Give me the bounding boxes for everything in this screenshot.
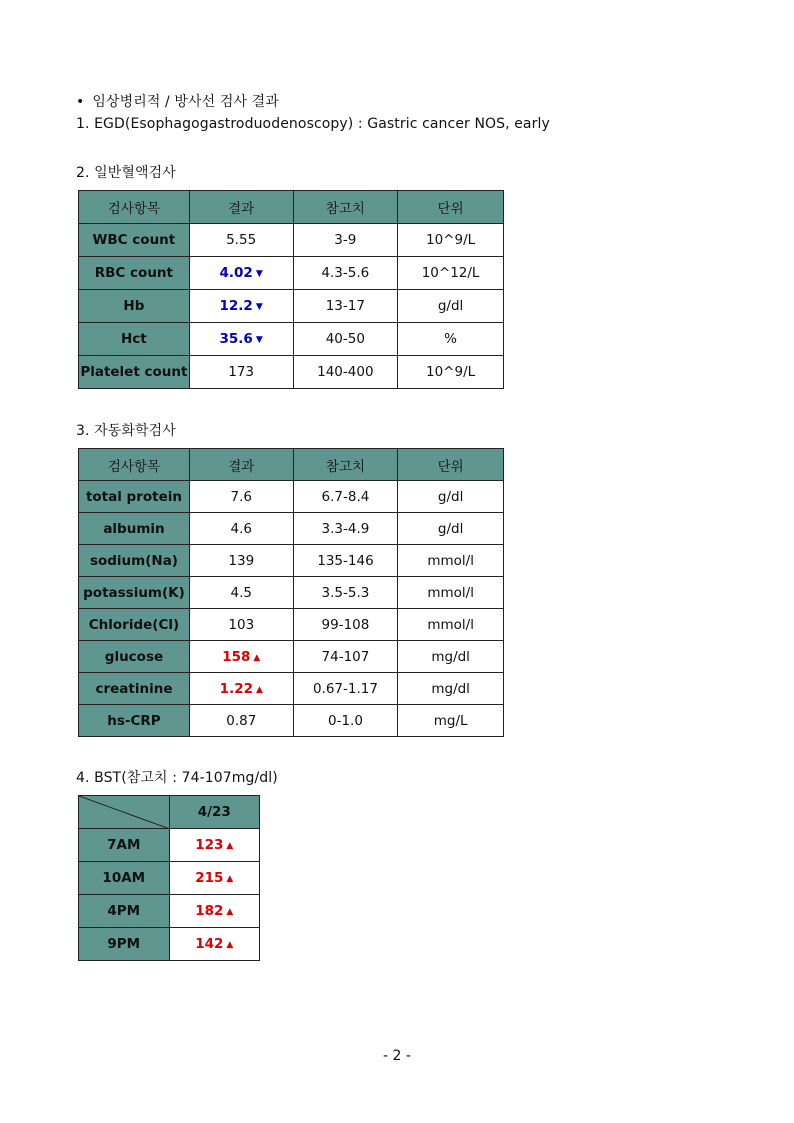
table-row — [79, 829, 260, 862]
unit-cell: g/dl — [398, 513, 504, 545]
reference-cell: 0-1.0 — [293, 705, 398, 737]
test-name-cell: sodium(Na) — [79, 545, 190, 577]
table-row — [79, 928, 260, 961]
bst-value: 123 — [195, 837, 224, 853]
table-row — [79, 224, 504, 257]
reference-cell: 6.7-8.4 — [293, 481, 398, 513]
diagonal-corner-cell — [79, 796, 170, 829]
table-row — [79, 673, 504, 705]
section-heading — [76, 91, 279, 111]
header-cell: 단위 — [398, 449, 504, 481]
result-value: 4.5 — [230, 584, 253, 601]
table-row — [79, 895, 260, 928]
arrow-down-icon: ▼ — [255, 302, 263, 312]
arrow-up-icon: ▲ — [255, 684, 263, 695]
time-cell: 7AM — [79, 829, 170, 862]
result-cell — [189, 705, 293, 737]
header-cell: 참고치 — [293, 191, 398, 224]
test-name-cell: Hct — [79, 323, 190, 356]
result-value: 12.2 — [219, 298, 253, 314]
table-row — [79, 545, 504, 577]
chem-title: 3. 자동화학검사 — [76, 423, 176, 439]
bst-table — [78, 795, 260, 961]
result-cell — [189, 577, 293, 609]
result-value: 158 — [222, 648, 251, 665]
egd-result: 1. EGD(Esophagogastroduodenoscopy) : Gastric cancer NOS, early — [76, 116, 550, 132]
time-cell: 10AM — [79, 862, 170, 895]
unit-cell: mmol/l — [398, 577, 504, 609]
result-value: 0.87 — [226, 712, 257, 729]
bst-value-cell — [169, 928, 259, 961]
time-cell: 9PM — [79, 928, 170, 961]
reference-cell: 140-400 — [293, 356, 398, 389]
test-name-cell: RBC count — [79, 257, 190, 290]
unit-cell: mg/dl — [398, 641, 504, 673]
unit-cell: 10^12/L — [398, 257, 504, 290]
unit-cell: mg/L — [398, 705, 504, 737]
unit-cell: mg/dl — [398, 673, 504, 705]
test-name-cell: albumin — [79, 513, 190, 545]
result-cell — [189, 323, 293, 356]
time-cell: 4PM — [79, 895, 170, 928]
reference-cell: 3.5-5.3 — [293, 577, 398, 609]
table-row — [79, 513, 504, 545]
header-cell: 검사항목 — [79, 449, 190, 481]
table-header-row — [79, 449, 504, 481]
result-cell — [189, 673, 293, 705]
header-cell: 참고치 — [293, 449, 398, 481]
table-header-row — [79, 796, 260, 829]
test-name-cell: Hb — [79, 290, 190, 323]
test-name-cell: WBC count — [79, 224, 190, 257]
bst-value: 215 — [195, 870, 224, 886]
reference-cell: 4.3-5.6 — [293, 257, 398, 290]
arrow-down-icon: ▼ — [255, 335, 263, 345]
arrow-up-icon: ▲ — [226, 940, 234, 950]
bst-value: 142 — [195, 936, 224, 952]
result-value: 5.55 — [226, 232, 257, 248]
cbc-title: 2. 일반혈액검사 — [76, 165, 176, 181]
result-value: 35.6 — [219, 331, 253, 347]
result-value: 103 — [228, 616, 255, 633]
result-cell — [189, 641, 293, 673]
unit-cell: 10^9/L — [398, 356, 504, 389]
table-row — [79, 641, 504, 673]
reference-cell: 3.3-4.9 — [293, 513, 398, 545]
bullet-icon: • — [76, 94, 85, 110]
result-value: 1.22 — [219, 680, 253, 697]
result-cell — [189, 609, 293, 641]
arrow-up-icon: ▲ — [253, 652, 261, 663]
result-value: 4.6 — [230, 520, 253, 537]
reference-cell: 40-50 — [293, 323, 398, 356]
table-row — [79, 290, 504, 323]
test-name-cell: creatinine — [79, 673, 190, 705]
result-value: 4.02 — [219, 265, 253, 281]
result-value: 139 — [228, 552, 255, 569]
header-cell: 결과 — [189, 191, 293, 224]
test-name-cell: glucose — [79, 641, 190, 673]
table-row — [79, 609, 504, 641]
unit-cell: 10^9/L — [398, 224, 504, 257]
unit-cell: mmol/l — [398, 545, 504, 577]
test-name-cell: Chloride(Cl) — [79, 609, 190, 641]
bst-title: 4. BST(참고치 : 74-107mg/dl) — [76, 770, 278, 786]
cbc-table — [78, 190, 504, 389]
arrow-up-icon: ▲ — [226, 874, 234, 884]
reference-cell: 0.67-1.17 — [293, 673, 398, 705]
chem-table — [78, 448, 504, 737]
test-name-cell: hs-CRP — [79, 705, 190, 737]
bst-value: 182 — [195, 903, 224, 919]
result-cell — [189, 545, 293, 577]
unit-cell: mmol/l — [398, 609, 504, 641]
arrow-down-icon: ▼ — [255, 269, 263, 279]
test-name-cell: potassium(K) — [79, 577, 190, 609]
section-heading-text: 임상병리적 / 방사선 검사 결과 — [92, 94, 279, 110]
reference-cell: 3-9 — [293, 224, 398, 257]
table-row — [79, 862, 260, 895]
result-cell — [189, 513, 293, 545]
table-row — [79, 257, 504, 290]
unit-cell: % — [398, 323, 504, 356]
bst-value-cell — [169, 862, 259, 895]
arrow-up-icon: ▲ — [226, 841, 234, 851]
test-name-cell: Platelet count — [79, 356, 190, 389]
reference-cell: 13-17 — [293, 290, 398, 323]
header-cell: 결과 — [189, 449, 293, 481]
result-cell — [189, 481, 293, 513]
result-cell — [189, 356, 293, 389]
table-header-row — [79, 191, 504, 224]
table-row — [79, 323, 504, 356]
unit-cell: g/dl — [398, 481, 504, 513]
page-number: - 2 - — [383, 1048, 411, 1064]
table-row — [79, 356, 504, 389]
reference-cell: 135-146 — [293, 545, 398, 577]
table-row — [79, 705, 504, 737]
diagonal-line — [79, 796, 170, 829]
reference-cell: 74-107 — [293, 641, 398, 673]
date-header: 4/23 — [169, 796, 259, 829]
header-cell: 단위 — [398, 191, 504, 224]
table-row — [79, 577, 504, 609]
arrow-up-icon: ▲ — [226, 907, 234, 917]
result-cell — [189, 224, 293, 257]
result-value: 7.6 — [230, 488, 253, 505]
result-value: 173 — [228, 364, 255, 380]
result-cell — [189, 257, 293, 290]
header-cell: 검사항목 — [79, 191, 190, 224]
result-cell — [189, 290, 293, 323]
table-row — [79, 481, 504, 513]
test-name-cell: total protein — [79, 481, 190, 513]
bst-value-cell — [169, 895, 259, 928]
bst-value-cell — [169, 829, 259, 862]
unit-cell: g/dl — [398, 290, 504, 323]
reference-cell: 99-108 — [293, 609, 398, 641]
